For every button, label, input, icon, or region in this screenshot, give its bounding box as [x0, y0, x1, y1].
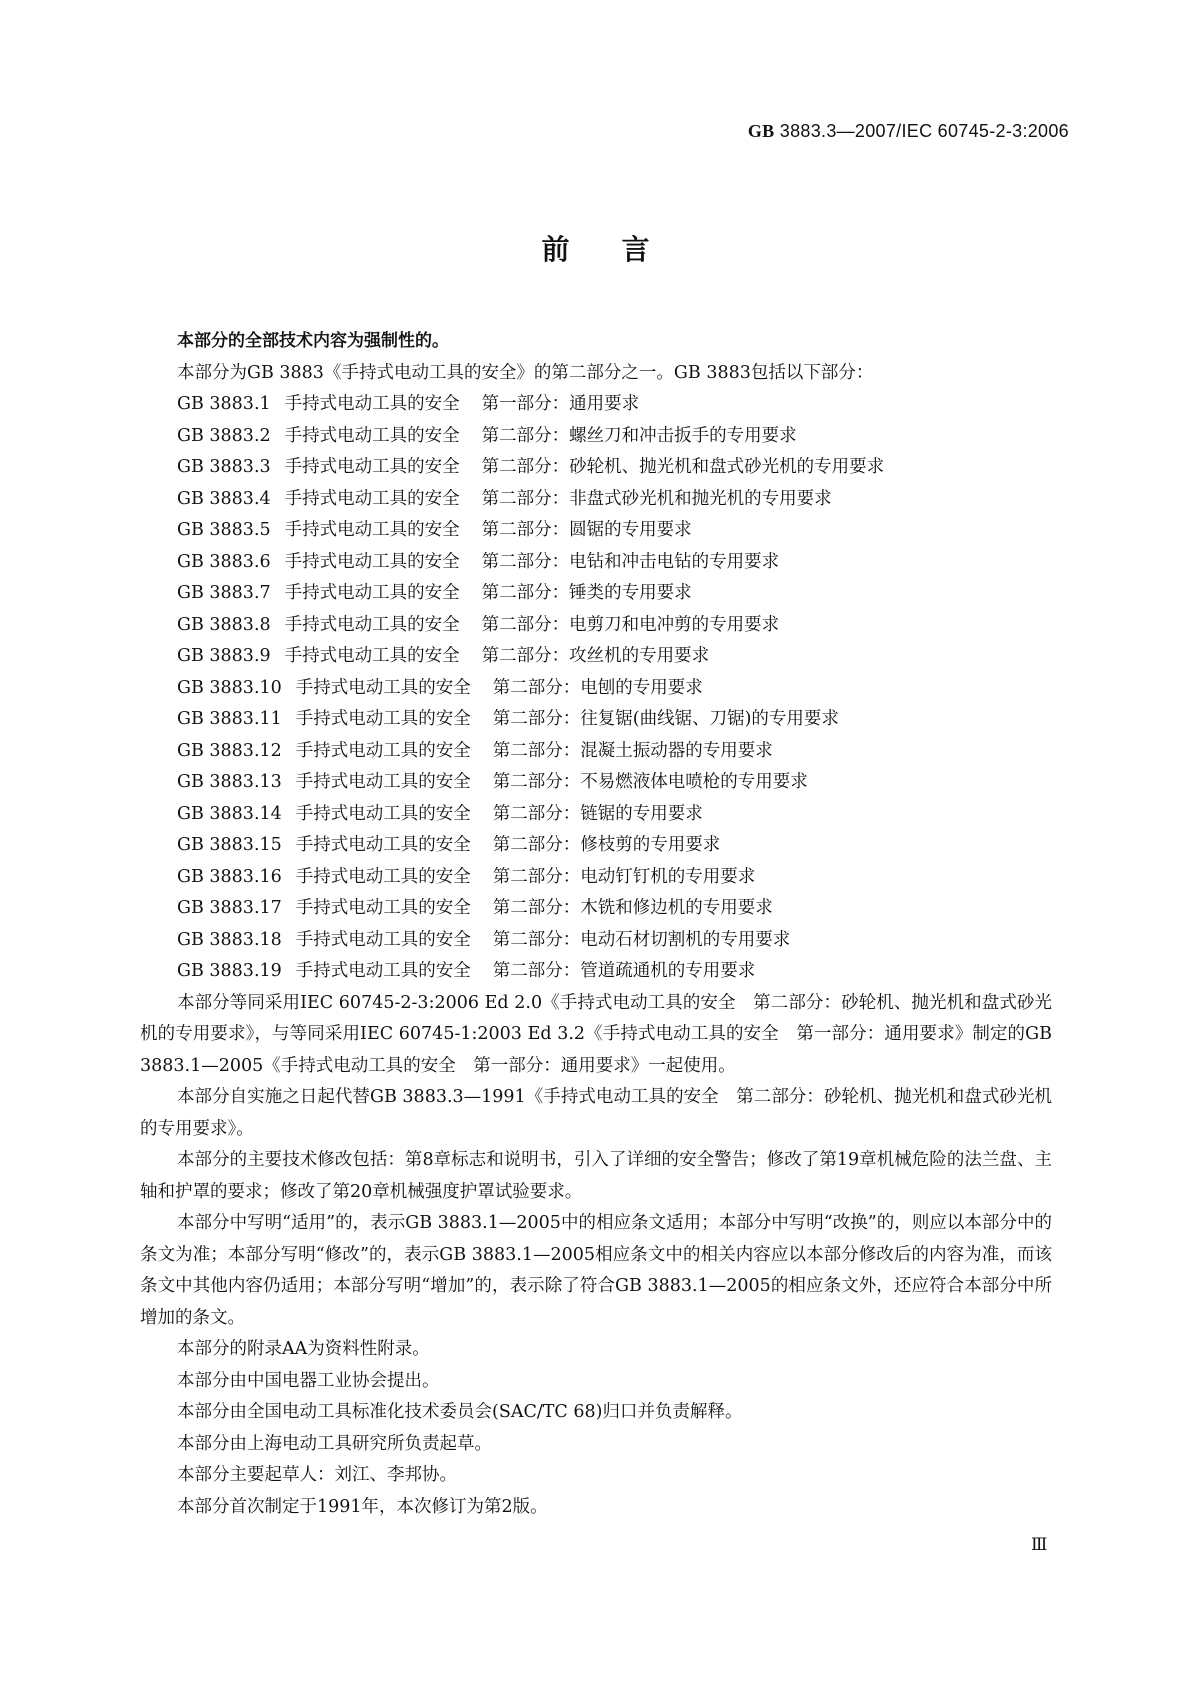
- body-paragraph: 本部分主要起草人：刘江、李邦协。: [177, 1465, 457, 1485]
- part-title: 手持式电动工具的安全: [284, 646, 460, 666]
- part-title: 手持式电动工具的安全: [284, 394, 460, 414]
- part-title: 手持式电动工具的安全: [284, 551, 460, 572]
- part-subtitle: 第二部分：修枝剪的专用要求: [492, 835, 721, 855]
- part-title: 手持式电动工具的安全: [284, 425, 460, 446]
- list-item: [140, 799, 1052, 831]
- body-paragraphs: [140, 988, 1052, 1524]
- list-item: [140, 862, 1052, 894]
- part-subtitle: 第二部分：电动石材切割机的专用要求: [492, 929, 791, 950]
- list-item: [140, 893, 1052, 925]
- body-paragraph: 本部分自实施之日起代替GB 3883.3—1991《手持式电动工具的安全 第二部分：砂轮机、抛光机和盘式砂光机的专用要求》。: [140, 1087, 1052, 1139]
- part-code: GB 3883.6: [177, 551, 271, 572]
- body-paragraph: 本部分的附录AA为资料性附录。: [177, 1339, 430, 1359]
- page-number: Ⅲ: [1031, 1535, 1048, 1555]
- part-title: 手持式电动工具的安全: [295, 740, 471, 761]
- part-code: GB 3883.14: [177, 803, 282, 824]
- part-code: GB 3883.8: [177, 614, 271, 635]
- part-subtitle: 第二部分：管道疏通机的专用要求: [492, 961, 756, 981]
- part-code: GB 3883.17: [177, 898, 282, 918]
- part-title: 手持式电动工具的安全: [295, 677, 471, 698]
- part-code: GB 3883.5: [177, 520, 271, 540]
- part-subtitle: 第二部分：木铣和修边机的专用要求: [492, 898, 773, 918]
- part-title: 手持式电动工具的安全: [284, 583, 460, 603]
- part-subtitle: 第一部分：通用要求: [481, 394, 640, 414]
- list-item: [140, 830, 1052, 862]
- list-item: [140, 452, 1052, 484]
- list-item: [140, 673, 1052, 705]
- part-title: 手持式电动工具的安全: [284, 614, 460, 635]
- body-paragraph: 本部分由上海电动工具研究所负责起草。: [177, 1433, 492, 1454]
- part-code: GB 3883.7: [177, 583, 271, 603]
- list-item: [140, 925, 1052, 957]
- part-code: GB 3883.11: [177, 709, 282, 729]
- body-paragraph: 本部分中写明“适用”的，表示GB 3883.1—2005中的相应条文适用；本部分中写明“改换”的，则应以本部分中的条文为准；本部分写明“修改”的，表示GB 3883.1—2005相应条文中的相关内容应以本部分修改后的内容为准，而该条文中其他内容仍适用；本部分写明“增加”的，表示除了符合GB 3883.1—2005的相应条文外，还应符合本部分中所增加的条文。: [140, 1213, 1052, 1328]
- part-subtitle: 第二部分：不易燃液体电喷枪的专用要求: [492, 772, 808, 792]
- part-subtitle: 第二部分：链锯的专用要求: [492, 803, 703, 824]
- part-code: GB 3883.18: [177, 929, 282, 950]
- body-paragraph: 本部分由全国电动工具标准化技术委员会(SAC/TC 68)归口并负责解释。: [177, 1402, 743, 1422]
- part-code: GB 3883.3: [177, 457, 271, 477]
- body-paragraph: 本部分由中国电器工业协会提出。: [177, 1370, 440, 1391]
- list-item: [140, 956, 1052, 988]
- body-paragraph: 本部分的主要技术修改包括：第8章标志和说明书，引入了详细的安全警告；修改了第19章机械危险的法兰盘、主轴和护罩的要求；修改了第20章机械强度护罩试验要求。: [140, 1150, 1052, 1202]
- document-body: [140, 326, 1052, 1523]
- part-code: GB 3883.4: [177, 488, 271, 509]
- part-subtitle: 第二部分：往复锯(曲线锯、刀锯)的专用要求: [492, 709, 839, 729]
- list-item: [140, 484, 1052, 516]
- list-item: [140, 610, 1052, 642]
- list-item: [140, 421, 1052, 453]
- part-subtitle: 第二部分：圆锯的专用要求: [481, 520, 692, 540]
- part-subtitle: 第二部分：锤类的专用要求: [481, 583, 692, 603]
- part-subtitle: 第二部分：电动钉钉机的专用要求: [492, 866, 756, 887]
- part-subtitle: 第二部分：攻丝机的专用要求: [481, 646, 710, 666]
- part-title: 手持式电动工具的安全: [295, 898, 471, 918]
- part-subtitle: 第二部分：混凝土振动器的专用要求: [492, 740, 773, 761]
- part-subtitle: 第二部分：非盘式砂光机和抛光机的专用要求: [481, 488, 832, 509]
- part-code: GB 3883.2: [177, 425, 271, 446]
- part-title: 手持式电动工具的安全: [295, 709, 471, 729]
- parts-list: [140, 389, 1052, 988]
- part-title: 手持式电动工具的安全: [295, 866, 471, 887]
- part-code: GB 3883.12: [177, 740, 282, 761]
- body-paragraph: 本部分等同采用IEC 60745-2-3:2006 Ed 2.0《手持式电动工具的安全 第二部分：砂轮机、抛光机和盘式砂光机的专用要求》，与等同采用IEC 60745-1:2003 Ed 3.2《手持式电动工具的安全 第一部分：通用要求》制定的GB 3883.1—2005《手持式电动工具的安全 第一部分：通用要求》一起使用。: [140, 992, 1052, 1076]
- part-code: GB 3883.9: [177, 646, 271, 666]
- mandatory-statement: 本部分的全部技术内容为强制性的。: [177, 331, 449, 351]
- intro-paragraph: 本部分为GB 3883《手持式电动工具的安全》的第二部分之一。GB 3883包括以下部分：: [177, 362, 874, 383]
- part-subtitle: 第二部分：砂轮机、抛光机和盘式砂光机的专用要求: [481, 457, 885, 477]
- part-title: 手持式电动工具的安全: [295, 772, 471, 792]
- part-title: 手持式电动工具的安全: [284, 520, 460, 540]
- list-item: [140, 547, 1052, 579]
- part-subtitle: 第二部分：电刨的专用要求: [492, 677, 703, 698]
- part-title: 手持式电动工具的安全: [295, 961, 471, 981]
- standard-number: [748, 121, 1069, 142]
- part-code: GB 3883.16: [177, 866, 282, 887]
- part-subtitle: 第二部分：电钻和冲击电钻的专用要求: [481, 551, 780, 572]
- part-title: 手持式电动工具的安全: [295, 835, 471, 855]
- list-item: [140, 767, 1052, 799]
- part-title: 手持式电动工具的安全: [284, 457, 460, 477]
- part-code: GB 3883.10: [177, 677, 282, 698]
- part-title: 手持式电动工具的安全: [295, 803, 471, 824]
- list-item: [140, 641, 1052, 673]
- page-title: 前言: [541, 233, 702, 266]
- list-item: [140, 578, 1052, 610]
- part-title: 手持式电动工具的安全: [295, 929, 471, 950]
- part-code: GB 3883.15: [177, 835, 282, 855]
- part-subtitle: 第二部分：螺丝刀和冲击扳手的专用要求: [481, 425, 797, 446]
- part-subtitle: 第二部分：电剪刀和电冲剪的专用要求: [481, 614, 780, 635]
- part-code: GB 3883.1: [177, 394, 271, 414]
- list-item: [140, 736, 1052, 768]
- list-item: [140, 389, 1052, 421]
- part-code: GB 3883.19: [177, 961, 282, 981]
- standard-prefix: GB: [747, 121, 775, 141]
- body-paragraph: 本部分首次制定于1991年，本次修订为第2版。: [177, 1496, 548, 1517]
- standard-code: 3883.3—2007/IEC 60745-2-3:2006: [779, 121, 1069, 141]
- part-title: 手持式电动工具的安全: [284, 488, 460, 509]
- list-item: [140, 704, 1052, 736]
- part-code: GB 3883.13: [177, 772, 282, 792]
- list-item: [140, 515, 1052, 547]
